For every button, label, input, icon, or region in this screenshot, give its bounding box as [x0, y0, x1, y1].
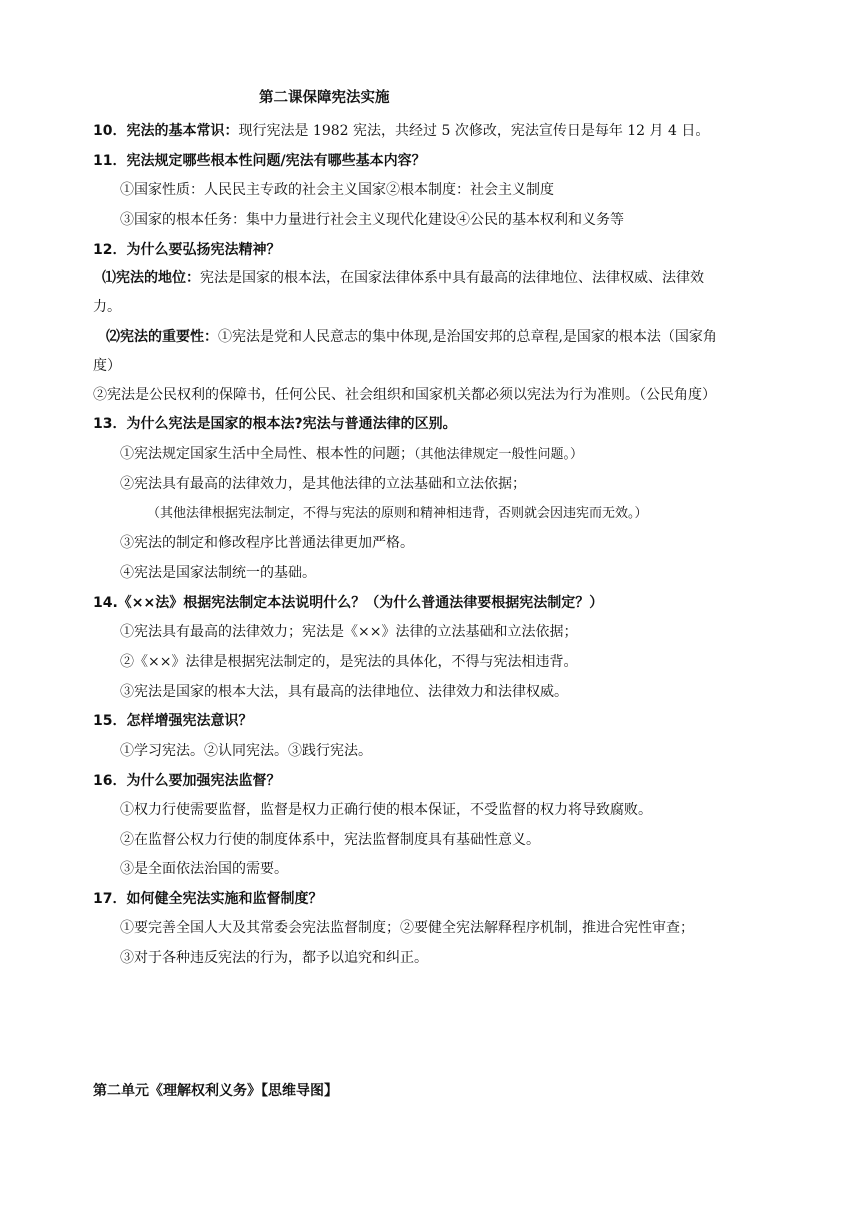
q13-item-1-text: ①宪法规定国家生活中全局性、根本性的问题；	[120, 446, 414, 462]
q10-body: 现行宪法是 1982 宪法，共经过 5 次修改，宪法宣传日是每年 12 月 4 日。	[238, 123, 710, 139]
q11-item-1: ①国家性质：人民民主专政的社会主义国家②根本制度：社会主义制度	[120, 182, 554, 198]
q12-point-1-cont: 力。	[93, 299, 121, 315]
q12-point-2-item-2: ②宪法是公民权利的保障书，任何公民、社会组织和国家机关都必须以宪法为行为准则。（公民角度）	[93, 387, 716, 403]
q16-item-1: ①权力行使需要监督，监督是权力正确行使的根本保证，不受监督的权力将导致腐败。	[120, 802, 652, 818]
lesson-title: 第二课保障宪法实施	[259, 90, 390, 106]
q13-item-1-note: （其他法律规定一般性问题。）	[414, 447, 584, 462]
q12-point-2-body: ①宪法是党和人民意志的集中体现,是治国安邦的总章程,是国家的根本法（国家角	[218, 329, 717, 345]
q14-item-1: ①宪法具有最高的法律效力；宪法是《××》法律的立法基础和立法依据；	[120, 624, 578, 640]
q16-heading: 16．为什么要加强宪法监督？	[93, 773, 281, 789]
q17-item-1: ①要完善全国人大及其常委会宪法监督制度；②要健全宪法解释程序机制，推进合宪性审查；	[120, 920, 694, 936]
q15-item-1: ①学习宪法。②认同宪法。③践行宪法。	[120, 743, 372, 759]
unit-title: 第二单元《理解权利义务》【思维导图】	[93, 1083, 338, 1099]
q10-heading: 10．宪法的基本常识：	[93, 123, 239, 139]
q12-point-1-heading: ⑴宪法的地位：	[102, 270, 200, 286]
q14-item-2: ②《××》法律是根据宪法制定的，是宪法的具体化，不得与宪法相违背。	[120, 654, 578, 670]
q17-item-2: ③对于各种违反宪法的行为，都予以追究和纠正。	[120, 950, 428, 966]
q13-item-2-note: （其他法律根据宪法制定，不得与宪法的原则和精神相违背，否则就会因违宪而无效。）	[147, 506, 648, 521]
q13-item-1	[120, 444, 800, 464]
q16-item-3: ③是全面依法治国的需要。	[120, 861, 288, 877]
q14-item-3: ③宪法是国家的根本大法，具有最高的法律地位、法律效力和法律权威。	[120, 684, 568, 700]
q12-point-1-body: 宪法是国家的根本法，在国家法律体系中具有最高的法律地位、法律权威、法律效	[200, 270, 704, 286]
q10-line	[93, 121, 773, 141]
q13-item-2: ②宪法具有最高的法律效力，是其他法律的立法基础和立法依据；	[120, 476, 526, 492]
q17-heading: 17．如何健全宪法实施和监督制度？	[93, 891, 323, 907]
q13-heading: 13．为什么宪法是国家的根本法?宪法与普通法律的区别。	[93, 416, 457, 432]
q14-heading: 14.《××法》根据宪法制定本法说明什么？（为什么普通法律要根据宪法制定？）	[93, 595, 604, 611]
q12-point-2	[106, 327, 786, 347]
q12-heading: 12．为什么要弘扬宪法精神？	[93, 242, 281, 258]
q13-item-3: ③宪法的制定和修改程序比普通法律更加严格。	[120, 535, 414, 551]
q13-item-4: ④宪法是国家法制统一的基础。	[120, 565, 316, 581]
q12-point-1	[102, 268, 782, 288]
q11-item-2: ③国家的根本任务：集中力量进行社会主义现代化建设④公民的基本权利和义务等	[120, 212, 624, 228]
q15-heading: 15．怎样增强宪法意识？	[93, 713, 253, 729]
q12-point-2-cont: 度）	[93, 358, 121, 374]
q12-point-2-heading: ⑵宪法的重要性：	[106, 329, 218, 345]
q16-item-2: ②在监督公权力行使的制度体系中，宪法监督制度具有基础性意义。	[120, 832, 540, 848]
q11-heading: 11．宪法规定哪些根本性问题/宪法有哪些基本内容？	[93, 153, 426, 169]
